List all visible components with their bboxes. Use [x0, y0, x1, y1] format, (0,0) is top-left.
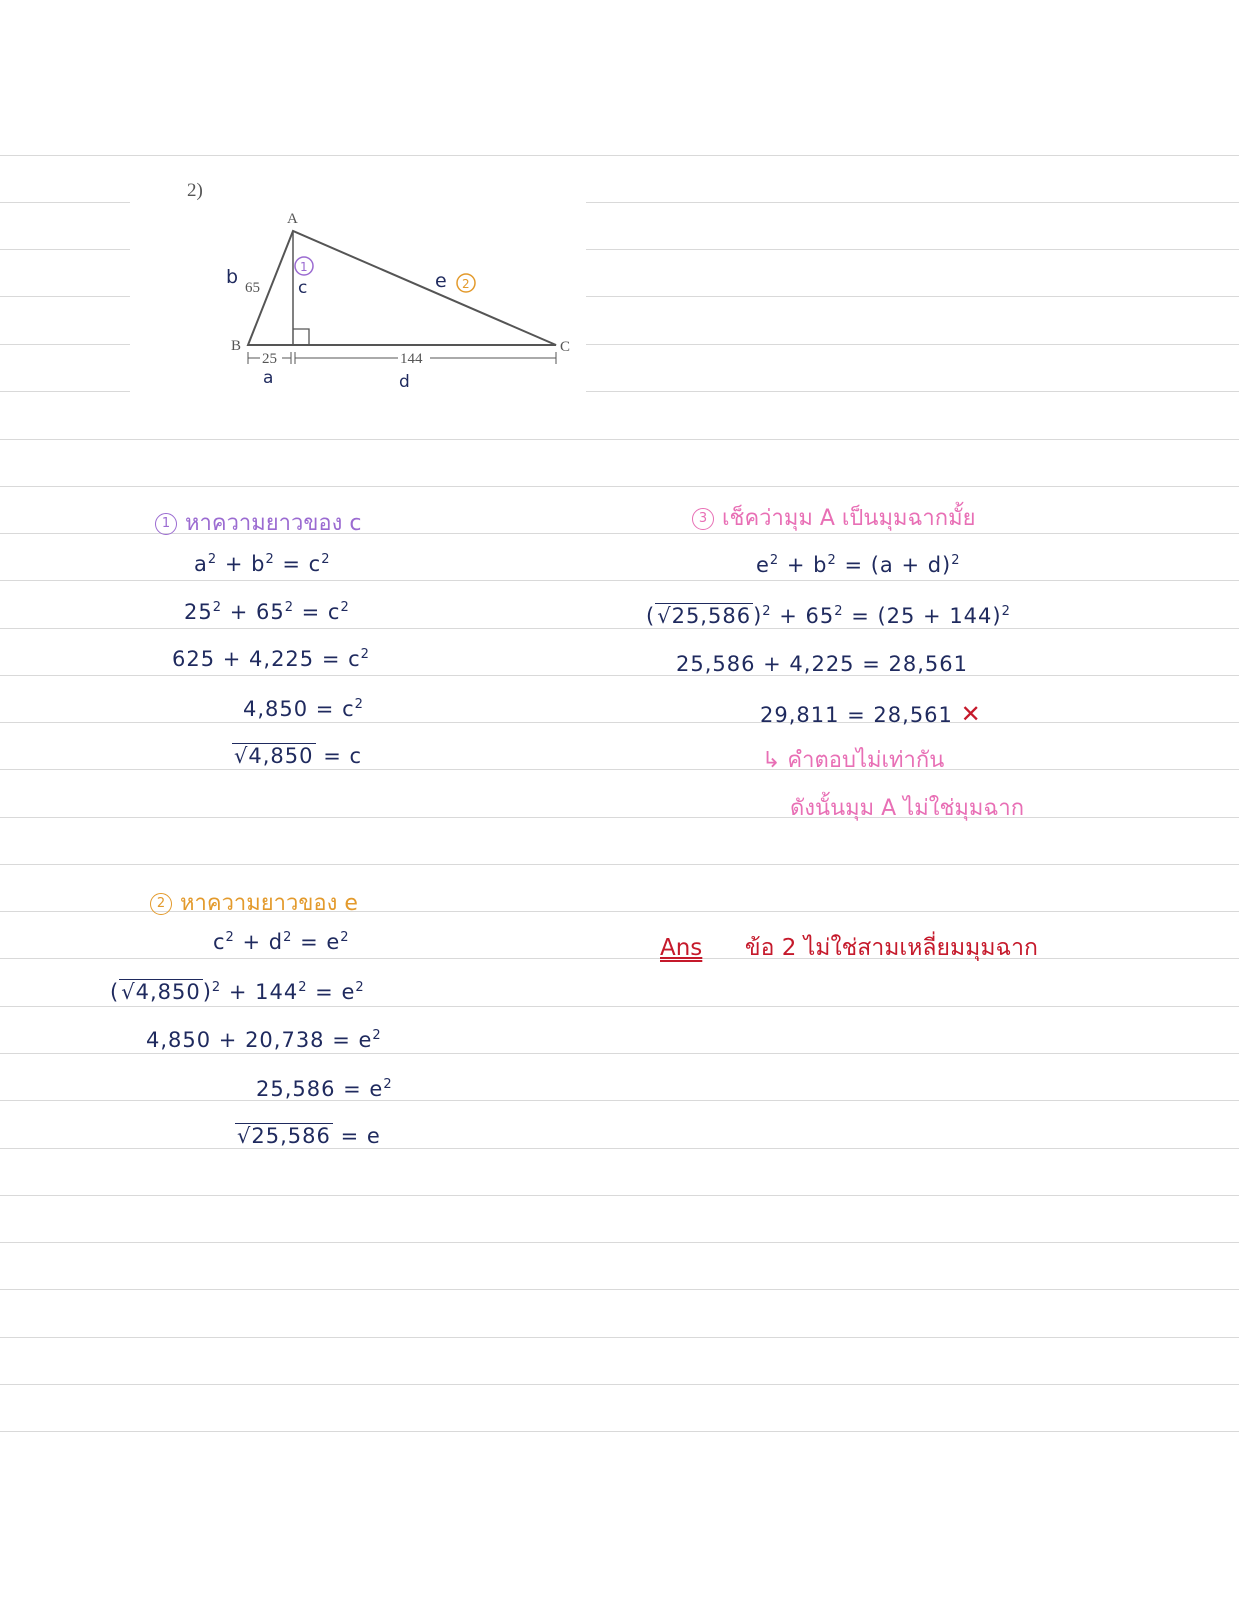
- seg-bd-value: 25: [262, 351, 277, 367]
- seg-dc-value: 144: [400, 351, 423, 367]
- answer: [660, 930, 1038, 966]
- step1-heading: [155, 505, 361, 540]
- step1-line1: $a^2 + b^2 = c^2$: [194, 552, 331, 576]
- step3-note1: ↳ คำตอบไม่เท่ากัน: [762, 748, 945, 773]
- step1-title: หาความยาวของ c: [185, 511, 362, 536]
- step2-line3: $4,850 + 20,738 = e^2$: [146, 1028, 382, 1052]
- answer-text: ข้อ 2 ไม่ใช่สามเหลี่ยมมุมฉาก: [744, 935, 1038, 961]
- step2-heading: [150, 885, 358, 920]
- step1-line3: $625 + 4,225 = c^2$: [172, 647, 370, 671]
- step1-number: 1: [155, 513, 177, 535]
- step2-line5: √25,586 = e: [237, 1124, 381, 1148]
- step3-title: เช็คว่ามุม A เป็นมุมฉากมั้ย: [722, 506, 976, 531]
- step2-number: 2: [150, 893, 172, 915]
- side-ab-var: b: [226, 266, 239, 288]
- triangle-shape: [248, 231, 556, 345]
- side-ab-value: 65: [245, 280, 260, 296]
- not-equal-mark: ✕: [960, 700, 982, 728]
- step3-number: 3: [692, 508, 714, 530]
- step2-line4: $25,586 = e^2$: [256, 1077, 393, 1101]
- answer-label: Ans: [660, 935, 703, 961]
- right-angle-mark: [293, 329, 309, 345]
- seg-bd-var: a: [263, 368, 274, 388]
- step3-line1: $e^2 + b^2 = (a + d)^2$: [756, 553, 961, 577]
- step2-line2: $(√4,850)^2 + 144^2 = e^2$: [110, 980, 365, 1004]
- step3-line3: 25,586 + 4,225 = 28,561: [676, 652, 968, 676]
- step3-heading: [692, 500, 976, 535]
- step1-line5: √4,850 = c: [234, 744, 363, 768]
- vertex-b-label: B: [231, 338, 242, 354]
- side-ac-step: 2: [462, 277, 470, 291]
- step3-note2: ดังนั้นมุม A ไม่ใช่มุมฉาก: [790, 796, 1025, 821]
- side-ac-var: e: [435, 270, 447, 292]
- triangle-diagram: [130, 165, 586, 395]
- step2-title: หาความยาวของ e: [180, 891, 358, 916]
- vertex-a-label: A: [287, 211, 298, 227]
- step1-line4: $4,850 = c^2$: [243, 697, 364, 721]
- height-step: 1: [300, 260, 308, 274]
- step3-line4: 29,811 = 28,561 ✕: [760, 700, 982, 728]
- seg-dc-var: d: [399, 372, 410, 392]
- step2-line1: $c^2 + d^2 = e^2$: [213, 930, 350, 954]
- problem-number: 2): [187, 180, 203, 201]
- step1-line2: $25^2 + 65^2 = c^2$: [184, 600, 350, 624]
- step3-line2: $(√25,586)^2 + 65^2 = (25 + 144)^2$: [646, 604, 1011, 628]
- vertex-c-label: C: [560, 339, 571, 355]
- height-var: c: [298, 278, 308, 298]
